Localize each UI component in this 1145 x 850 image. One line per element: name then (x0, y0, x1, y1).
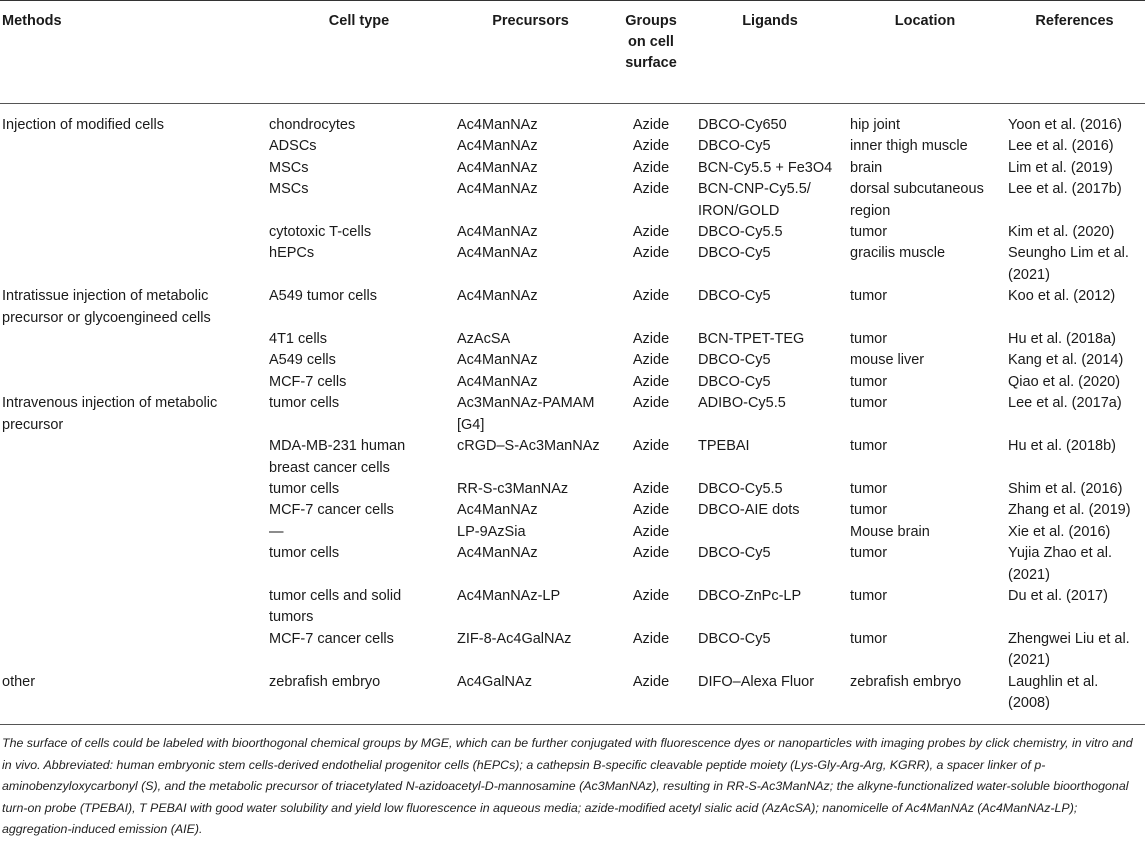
group-cell: Azide (632, 587, 670, 604)
reference-cell: Zhengwei Liu et al. (2021) (1008, 630, 1130, 669)
precursor-cell: Ac3ManNAz-PAMAM [G4] (457, 395, 595, 433)
table-body (0, 104, 1145, 725)
methods-cell (0, 436, 265, 479)
methods-cell (0, 329, 265, 350)
cell-type-cell: tumor cells (269, 395, 340, 412)
group-cell: Azide (632, 373, 670, 390)
group-cell: Azide (632, 181, 670, 198)
ligand-cell: DBCO-Cy650 (698, 117, 787, 133)
group-cell: Azide (632, 288, 670, 305)
precursor-cell: Ac4ManNAz (457, 373, 538, 390)
cell-type-cell: tumor cells (269, 545, 340, 562)
location-cell: Mouse brain (850, 523, 930, 540)
reference-cell: Hu et al. (2018b) (1008, 438, 1117, 455)
ligand-cell: DBCO-Cy5 (698, 630, 771, 647)
location-cell: brain (850, 159, 883, 176)
methods-cell (0, 543, 265, 586)
location-cell: tumor (850, 331, 888, 348)
reference-cell: Koo et al. (2012) (1008, 288, 1116, 305)
precursor-cell: Ac4ManNAz (457, 181, 538, 198)
location-cell: tumor (850, 373, 888, 390)
reference-cell: Xie et al. (2016) (1008, 523, 1111, 540)
table-row (0, 522, 1145, 543)
precursor-cell: Ac4ManNAz (457, 502, 538, 519)
cell-type-cell: MSCs (269, 181, 309, 198)
group-cell: Azide (632, 395, 670, 412)
methods-cell (0, 222, 265, 243)
group-cell: Azide (632, 673, 670, 690)
location-cell: tumor (850, 288, 888, 305)
precursor-cell: Ac4ManNAz (457, 288, 538, 305)
group-cell: Azide (632, 438, 670, 455)
cell-type-cell: zebrafish embryo (269, 673, 381, 690)
group-cell: Azide (632, 502, 670, 519)
methods-cell (0, 158, 265, 179)
table-row (0, 136, 1145, 157)
ligand-cell: DBCO-Cy5 (698, 352, 771, 369)
ligand-cell: DBCO-Cy5 (698, 138, 771, 155)
group-cell: Azide (632, 352, 670, 369)
header-references: References (1035, 13, 1114, 29)
location-cell: tumor (850, 587, 888, 604)
cell-type-cell: MCF-7 cancer cells (269, 502, 394, 519)
table-row (0, 179, 1145, 222)
cell-type-cell: MCF-7 cancer cells (269, 630, 394, 647)
ligand-cell: BCN-CNP-Cy5.5/ IRON/GOLD (698, 181, 811, 219)
location-cell: tumor (850, 224, 888, 241)
reference-cell: Lee et al. (2017b) (1008, 181, 1122, 198)
reference-cell: Kang et al. (2014) (1008, 352, 1124, 369)
precursor-cell: Ac4ManNAz (457, 352, 538, 369)
precursor-cell: AzAcSA (457, 331, 511, 348)
ligand-cell: DBCO-Cy5 (698, 245, 771, 262)
group-cell: Azide (632, 224, 670, 241)
table-row (0, 350, 1145, 371)
methods-cell (0, 350, 265, 371)
group-cell: Azide (632, 331, 670, 348)
header-row (0, 1, 1145, 104)
ligand-cell (694, 522, 846, 543)
reference-cell: Lee et al. (2017a) (1008, 395, 1122, 412)
location-cell: hip joint (850, 117, 900, 133)
location-cell: gracilis muscle (850, 245, 946, 262)
header-ligands: Ligands (742, 13, 798, 29)
table-row (0, 286, 1145, 329)
cell-type-cell: cytotoxic T-cells (269, 224, 372, 241)
group-cell: Azide (632, 523, 670, 540)
ligand-cell: DBCO-Cy5.5 (698, 224, 783, 241)
precursor-cell: Ac4ManNAz (457, 138, 538, 155)
cell-type-cell: hEPCs (269, 245, 315, 262)
cell-type-cell: ADSCs (269, 138, 317, 155)
ligand-cell: DBCO-Cy5.5 (698, 480, 783, 497)
methods-cell (0, 372, 265, 393)
methods-cell (0, 179, 265, 222)
table-footnote: The surface of cells could be labeled with bioorthogonal chemical groups by MGE, which can be further conjugated with fluorescence dyes or nanoparticles with imaging probes by click chemistry, in vitro and in vivo. Abbreviated: human embryonic stem cells-derived endothelial progenitor cells (hEPCs); a cathepsin B-specific cleavable peptide moiety (Lys-Gly-Arg-Arg, KGRR), a spacer linker of p-aminobenzyloxycarbonyl (S), and the metabolic precursor of triacetylated N-azidoacetyl-D-mannosamine (Ac3ManNAz), resulting in RR-S-Ac3ManNAz; the alkyne-functionalized water-soluble bioorthogonal turn-on probe (TPEBAI), T PEBAI with good water solubility and yield low fluorescence in aqueous media; azide-modified acetyl sialic acid (AzAcSA); nanomicelle of Ac4ManNAz (Ac4ManNAz-LP); aggregation-induced emission (AIE). (2, 736, 1133, 836)
ligand-cell: DBCO-Cy5 (698, 545, 771, 562)
methods-cell: Intravenous injection of metabolic precursor (2, 395, 218, 433)
ligand-cell: ADIBO-Cy5.5 (698, 395, 786, 412)
methods-cell: Intratissue injection of metabolic precursor or glycoengineed cells (2, 288, 211, 326)
reference-cell: Seungho Lim et al. (2021) (1008, 245, 1129, 283)
precursor-cell: ZIF-8-Ac4GalNAz (457, 630, 572, 647)
ligand-cell: BCN-TPET-TEG (698, 331, 805, 348)
location-cell: tumor (850, 480, 888, 497)
cell-type-cell: MSCs (269, 159, 309, 176)
cell-type-cell: MDA-MB-231 human breast cancer cells (269, 438, 406, 476)
reference-cell: Shim et al. (2016) (1008, 480, 1123, 497)
reference-cell: Yujia Zhao et al. (2021) (1008, 545, 1112, 583)
group-cell: Azide (632, 245, 670, 262)
reference-cell: Lee et al. (2016) (1008, 138, 1114, 155)
methods-cell (0, 522, 265, 543)
location-cell: inner thigh muscle (850, 138, 968, 155)
methods-cell (0, 243, 265, 286)
location-cell: zebrafish embryo (850, 673, 962, 690)
location-cell: dorsal subcutaneous region (850, 181, 984, 219)
methods-cell (0, 500, 265, 521)
reference-cell: Zhang et al. (2019) (1008, 502, 1131, 519)
precursor-cell: Ac4ManNAz (457, 245, 538, 262)
precursor-cell: Ac4ManNAz (457, 117, 538, 133)
methods-cell (0, 479, 265, 500)
cell-type-cell: — (269, 523, 284, 540)
cell-type-cell: tumor cells and solid tumors (269, 587, 402, 626)
reference-cell: Qiao et al. (2020) (1008, 373, 1121, 390)
cell-type-cell: MCF-7 cells (269, 373, 347, 390)
table-row (0, 436, 1145, 479)
group-cell: Azide (632, 138, 670, 155)
table-row (0, 543, 1145, 586)
ligand-cell: BCN-Cy5.5 + Fe3O4 (698, 159, 833, 176)
location-cell: tumor (850, 545, 888, 562)
table-row (0, 500, 1145, 521)
cell-type-cell: 4T1 cells (269, 331, 328, 348)
precursor-cell: Ac4ManNAz-LP (457, 587, 561, 604)
precursor-cell: Ac4GalNAz (457, 673, 532, 690)
group-cell: Azide (632, 630, 670, 647)
cell-type-cell: chondrocytes (269, 117, 356, 133)
header-location: Location (894, 13, 956, 29)
methods-cell (0, 629, 265, 672)
location-cell: tumor (850, 630, 888, 647)
methods-cell (0, 586, 265, 629)
reference-cell: Kim et al. (2020) (1008, 224, 1115, 241)
table-row (0, 629, 1145, 672)
location-cell: tumor (850, 395, 888, 412)
location-cell: tumor (850, 502, 888, 519)
ligand-cell: DBCO-AIE dots (698, 502, 800, 519)
precursor-cell: RR-S-c3ManNAz (457, 480, 569, 497)
table-row (0, 222, 1145, 243)
table-row (0, 243, 1145, 286)
ligand-cell: DIFO–Alexa Fluor (698, 673, 815, 690)
cell-type-cell: A549 cells (269, 352, 336, 369)
precursor-cell: Ac4ManNAz (457, 224, 538, 241)
table-row (0, 158, 1145, 179)
methods-cell: other (2, 673, 36, 690)
methods-cell (0, 136, 265, 157)
group-cell: Azide (632, 545, 670, 562)
reference-cell: Lim et al. (2019) (1008, 159, 1113, 176)
table-row (0, 329, 1145, 350)
cell-type-cell: A549 tumor cells (269, 288, 377, 305)
ligand-cell: DBCO-Cy5 (698, 288, 771, 305)
header-methods: Methods (2, 13, 62, 29)
ligand-cell: DBCO-Cy5 (698, 373, 771, 390)
group-cell: Azide (632, 159, 670, 176)
header-precursors: Precursors (492, 13, 569, 29)
group-cell: Azide (632, 480, 670, 497)
reference-cell: Yoon et al. (2016) (1008, 117, 1122, 133)
reference-cell: Hu et al. (2018a) (1008, 331, 1117, 348)
location-cell: mouse liver (850, 352, 925, 369)
table-row (0, 672, 1145, 725)
ligand-cell: DBCO-ZnPc-LP (698, 587, 802, 604)
precursor-cell: Ac4ManNAz (457, 159, 538, 176)
group-cell: Azide (632, 117, 670, 133)
methods-cell: Injection of modified cells (2, 117, 164, 133)
header-groups: Groups on cell surface (625, 13, 677, 71)
reference-cell: Laughlin et al. (2008) (1008, 673, 1099, 711)
table-row (0, 372, 1145, 393)
precursor-cell: Ac4ManNAz (457, 545, 538, 562)
precursor-cell: cRGD–S-Ac3ManNAz (457, 438, 600, 455)
header-cell-type: Cell type (328, 13, 390, 29)
table-row (0, 479, 1145, 500)
precursor-cell: LP-9AzSia (457, 523, 526, 540)
ligand-cell: TPEBAI (698, 438, 750, 455)
table-row (0, 586, 1145, 629)
table-row (0, 104, 1145, 137)
reference-cell: Du et al. (2017) (1008, 587, 1108, 604)
location-cell: tumor (850, 438, 888, 455)
table-row (0, 393, 1145, 436)
cell-type-cell: tumor cells (269, 480, 340, 497)
